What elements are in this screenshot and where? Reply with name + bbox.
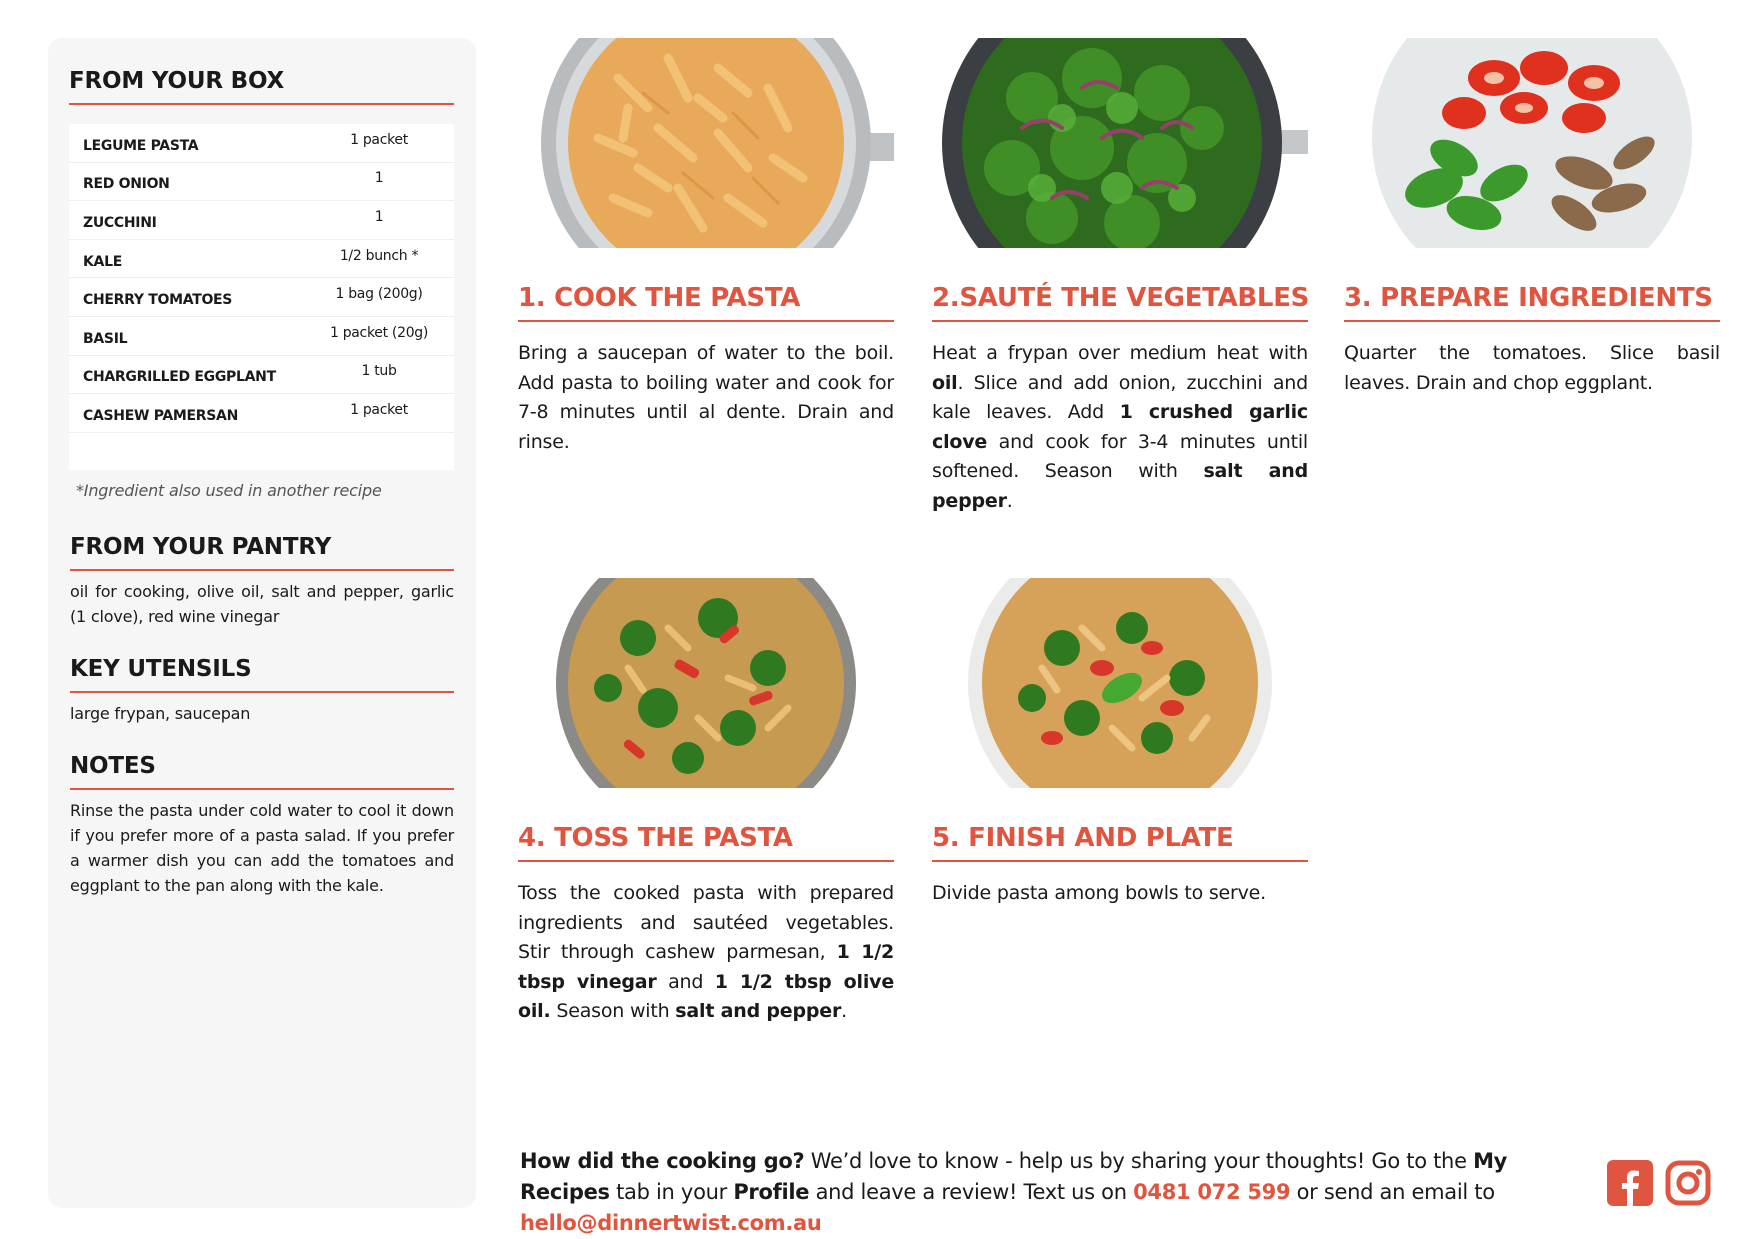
ingredient-name: CASHEW PAMERSAN xyxy=(83,407,239,424)
box-title: FROM YOUR BOX xyxy=(69,68,285,94)
ingredient-name: KALE xyxy=(83,253,122,270)
notes-title: NOTES xyxy=(70,753,156,779)
feedback-message: How did the cooking go? We’d love to know - help us by sharing your thoughts! Go to the My Recipes tab in your Profile and leave a review! Text us on 0481 072 599 or send an email to hello@dinnertwist.com.au xyxy=(520,1149,1508,1235)
ingredient-row xyxy=(69,124,454,163)
step-2-rule xyxy=(932,320,1308,322)
step-1-title: 1. COOK THE PASTA xyxy=(518,283,801,313)
step-5 xyxy=(932,578,1308,1028)
ingredient-row xyxy=(69,240,454,279)
step-4-title: 4. TOSS THE PASTA xyxy=(518,823,793,853)
step-1-rule xyxy=(518,320,894,322)
tossed-pasta-image xyxy=(518,578,894,788)
plated-pasta-image xyxy=(932,578,1308,788)
ingredient-name: CHARGRILLED EGGPLANT xyxy=(83,369,276,386)
step-2-title: 2.SAUTÉ THE VEGETABLES xyxy=(932,283,1310,313)
ingredient-name: RED ONION xyxy=(83,176,170,193)
ingredient-qty: 1 bag (200g) xyxy=(335,286,423,303)
step-5-text: Divide pasta among bowls to serve. xyxy=(932,882,1267,904)
ingredient-row xyxy=(69,201,454,240)
pantry-rule xyxy=(70,569,454,571)
ingredient-qty: 1 packet xyxy=(350,401,408,418)
step-2-text: Heat a frypan over medium heat with oil. Slice and add onion, zucchini and kale leaves. Add 1 crushed garlic clove and cook for 3-4 minutes until softened. Season with salt and pepper. xyxy=(932,342,1308,512)
ingredient-qty: 1 tub xyxy=(361,363,397,380)
step-4 xyxy=(518,578,894,1028)
ingredient-name: BASIL xyxy=(83,330,128,347)
notes-rule xyxy=(70,788,454,790)
facebook-icon[interactable] xyxy=(1607,1160,1653,1206)
step-2 xyxy=(932,38,1310,512)
ingredient-row xyxy=(69,278,454,317)
ingredient-name: ZUCCHINI xyxy=(83,214,157,231)
ingredient-row xyxy=(69,317,454,356)
ingredient-row xyxy=(69,356,454,395)
pasta-pot-image xyxy=(518,38,894,248)
pantry-text: oil for cooking, olive oil, salt and pepper, garlic (1 clove), red wine vinegar xyxy=(70,582,454,626)
box-title-rule xyxy=(69,103,454,105)
notes-text: Rinse the pasta under cold water to cool it down if you prefer more of a pasta salad. If you prefer a warmer dish you can add the tomatoes and eggplant to the pan along with the kale. xyxy=(70,801,454,895)
step-1 xyxy=(518,38,894,458)
step-1-text: Bring a saucepan of water to the boil. Add pasta to boiling water and cook for 7-8 minutes until al dente. Drain and rinse. xyxy=(518,342,894,453)
step-3-title: 3. PREPARE INGREDIENTS xyxy=(1344,283,1713,313)
step-5-title: 5. FINISH AND PLATE xyxy=(932,823,1234,853)
ingredient-footnote: *Ingredient also used in another recipe xyxy=(76,481,382,500)
ingredient-row xyxy=(69,394,454,433)
ingredient-qty: 1 packet (20g) xyxy=(329,324,429,341)
ingredient-qty: 1 xyxy=(374,170,384,187)
frypan-vegetables-image xyxy=(932,38,1308,248)
ingredient-qty: 1 xyxy=(374,208,384,225)
utensils-rule xyxy=(70,691,454,693)
ingredient-name: CHERRY TOMATOES xyxy=(83,292,233,309)
step-3 xyxy=(1344,38,1720,458)
prepared-ingredients-image xyxy=(1344,38,1720,248)
step-3-rule xyxy=(1344,320,1720,322)
ingredient-name: LEGUME PASTA xyxy=(83,137,199,154)
step-5-rule xyxy=(932,860,1308,862)
ingredient-qty: 1 packet xyxy=(350,131,408,148)
utensils-title: KEY UTENSILS xyxy=(70,656,252,682)
pantry-title: FROM YOUR PANTRY xyxy=(70,534,332,560)
step-4-text: Toss the cooked pasta with prepared ingredients and sautéed vegetables. Stir through cashew parmesan, 1 1/2 tbsp vinegar and 1 1/2 tbsp olive oil. Season with salt and pepper. xyxy=(518,882,894,1022)
email-link[interactable]: hello@dinnertwist.com.au xyxy=(520,1211,822,1235)
step-4-rule xyxy=(518,860,894,862)
ingredient-row xyxy=(69,163,454,202)
step-3-text: Quarter the tomatoes. Slice basil leaves. Drain and chop eggplant. xyxy=(1344,342,1720,394)
utensils-text: large frypan, saucepan xyxy=(70,704,251,723)
ingredients-sidebar xyxy=(48,38,476,1208)
ingredient-qty: 1/2 bunch * xyxy=(339,247,419,264)
phone-number[interactable]: 0481 072 599 xyxy=(1133,1180,1291,1204)
instagram-icon[interactable] xyxy=(1665,1160,1711,1206)
ingredient-table xyxy=(69,124,454,470)
